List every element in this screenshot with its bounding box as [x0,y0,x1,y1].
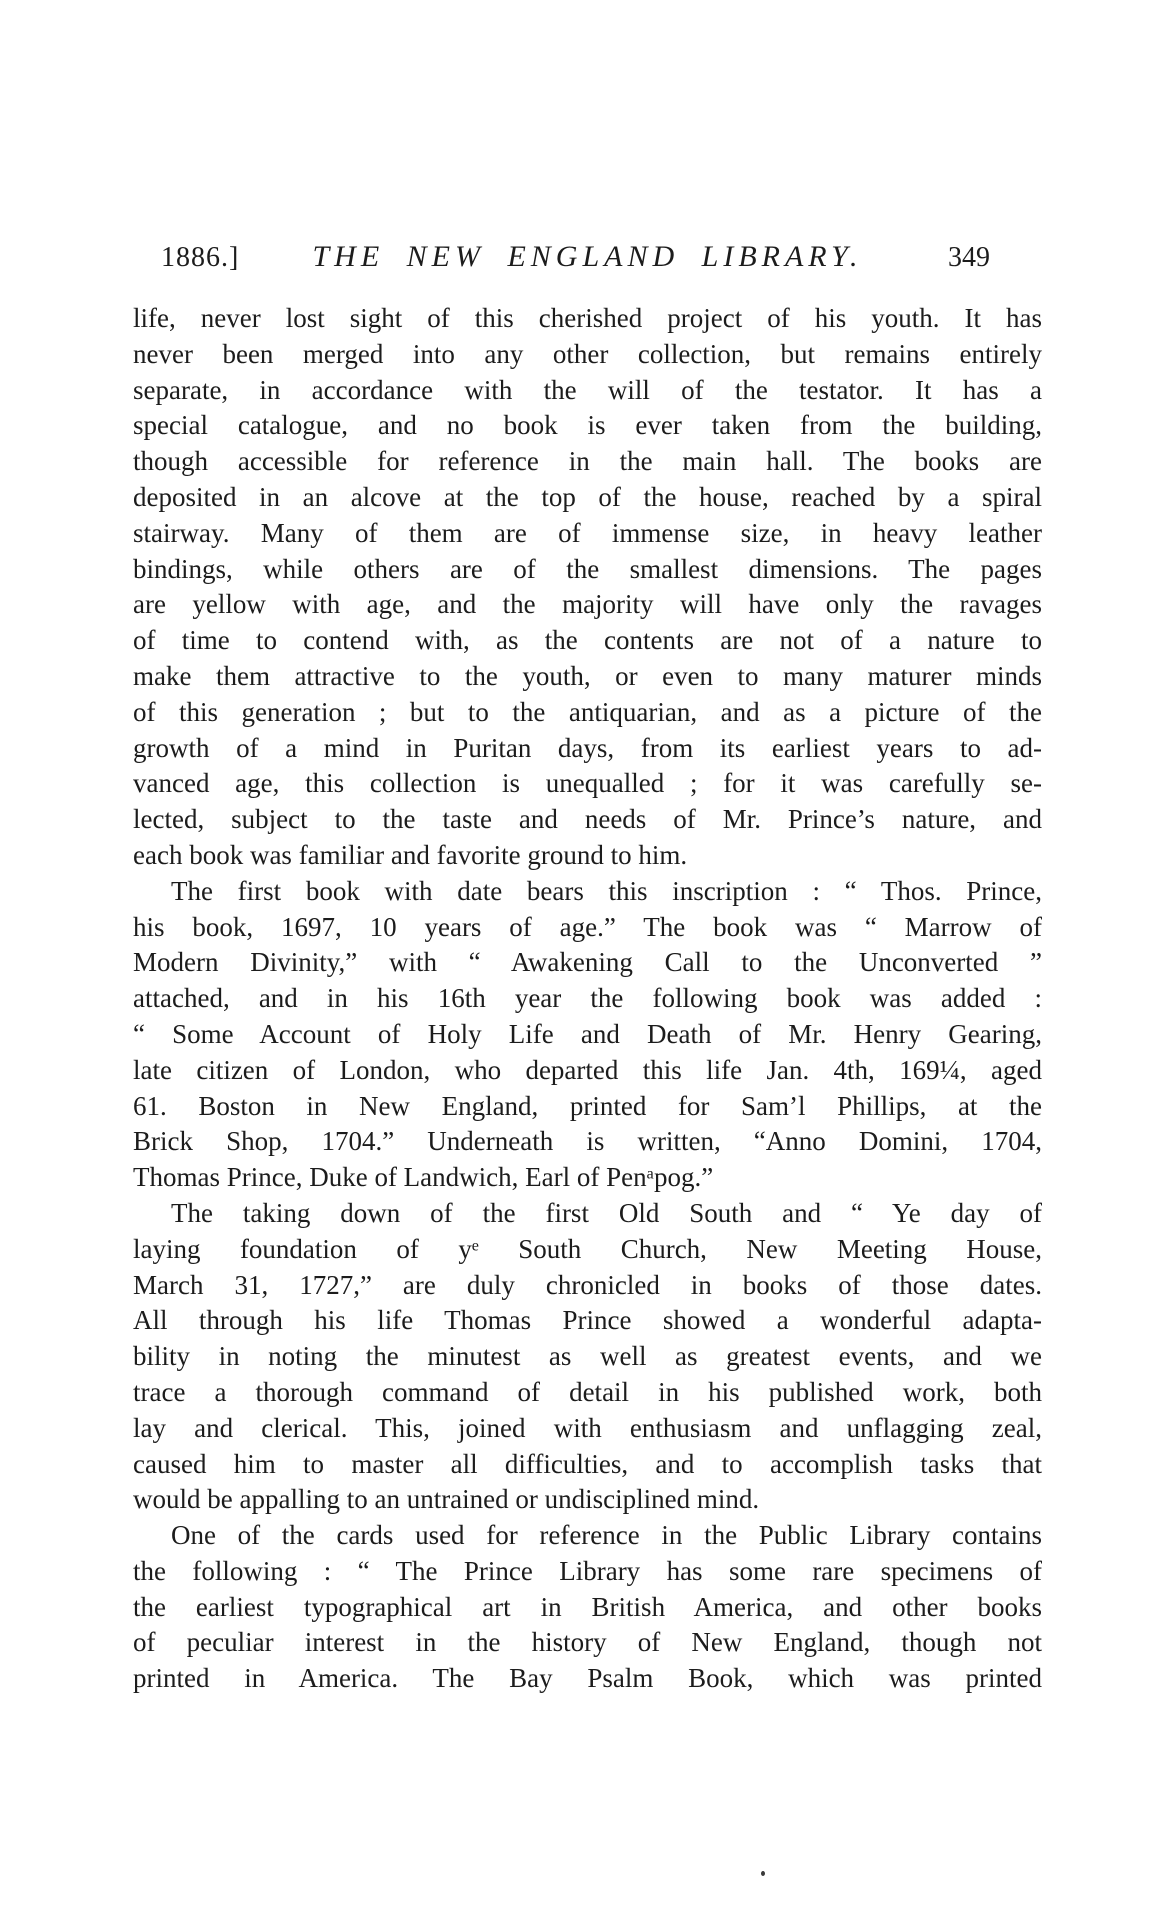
text-line: trace a thorough command of detail in his published work, both [133,1376,1042,1407]
text-line: would be appalling to an untrained or undisciplined mind. [133,1484,760,1515]
text-line: of peculiar interest in the history of New England, though not [133,1627,1042,1658]
text-line: late citizen of London, who departed this life Jan. 4th, 169¼, aged [133,1054,1042,1085]
text-line: lay and clerical. This, joined with enthusiasm and unflagging zeal, [133,1412,1042,1443]
text-line: deposited in an alcove at the top of the house, reached by a spiral [133,481,1042,512]
text-line: laying foundation of yᵉ South Church, New Meeting House, [133,1233,1042,1264]
page-header [133,240,1042,274]
text-line: lected, subject to the taste and needs of Mr. Prince’s nature, and [133,804,1042,835]
text-line: March 31, 1727,” are duly chronicled in books of those dates. [133,1269,1042,1300]
text-line: of this generation ; but to the antiquarian, and as a picture of the [133,696,1042,727]
text-line: life, never lost sight of this cherished project of his youth. It has [133,303,1042,333]
text-line: the earliest typographical art in British America, and other books [133,1591,1042,1622]
text-line: 61. Boston in New England, printed for Sam’l Phillips, at the [133,1090,1042,1121]
paragraph [133,874,1042,1196]
paragraph [133,1196,1042,1518]
text-line: of time to contend with, as the contents are not of a nature to [133,625,1042,656]
running-title: THE NEW ENGLAND LIBRARY. [312,240,863,273]
text-line: are yellow with age, and the majority will have only the ravages [133,589,1042,620]
scan-speck [761,1871,765,1876]
text-line: Thomas Prince, Duke of Landwich, Earl of Penᵃpog.” [133,1162,714,1193]
paragraph [133,301,1042,874]
text-line: make them attractive to the youth, or even to many maturer minds [133,660,1042,691]
text-line: The taking down of the first Old South and “ Ye day of [171,1197,1042,1228]
text-line: his book, 1697, 10 years of age.” The book was “ Marrow of [133,911,1042,942]
text-line: All through his life Thomas Prince showed a wonderful adapta- [133,1305,1042,1336]
text-line: bindings, while others are of the smallest dimensions. The pages [133,553,1042,584]
folio-year: 1886.] [161,242,240,273]
text-block [133,301,1042,1697]
text-line: Brick Shop, 1704.” Underneath is written, “Anno Domini, 1704, [133,1126,1042,1157]
text-line: bility in noting the minutest as well as greatest events, and we [133,1341,1042,1372]
text-line: The first book with date bears this inscription : “ Thos. Prince, [171,875,1042,906]
page-number: 349 [948,242,990,273]
text-line: caused him to master all difficulties, and to accomplish tasks that [133,1448,1042,1479]
paragraph [133,1518,1042,1697]
text-line: each book was familiar and favorite ground to him. [133,839,688,870]
text-line: stairway. Many of them are of immense size, in heavy leather [133,517,1042,548]
text-line: Modern Divinity,” with “ Awakening Call to the Unconverted ” [133,947,1042,978]
text-line: growth of a mind in Puritan days, from its earliest years to ad- [133,732,1042,763]
text-line: attached, and in his 16th year the following book was added : [133,983,1042,1014]
text-line: though accessible for reference in the main hall. The books are [133,446,1042,477]
text-line: the following : “ The Prince Library has some rare specimens of [133,1555,1042,1586]
text-line: vanced age, this collection is unequalled ; for it was carefully se- [133,768,1042,799]
text-line: printed in America. The Bay Psalm Book, which was printed [133,1663,1042,1694]
text-line: separate, in accordance with the will of the testator. It has a [133,374,1042,405]
text-line: never been merged into any other collection, but remains entirely [133,338,1042,369]
text-line: “ Some Account of Holy Life and Death of Mr. Henry Gearing, [133,1018,1042,1049]
text-line: One of the cards used for reference in the Public Library contains [171,1520,1042,1551]
text-line: special catalogue, and no book is ever taken from the building, [133,410,1042,441]
